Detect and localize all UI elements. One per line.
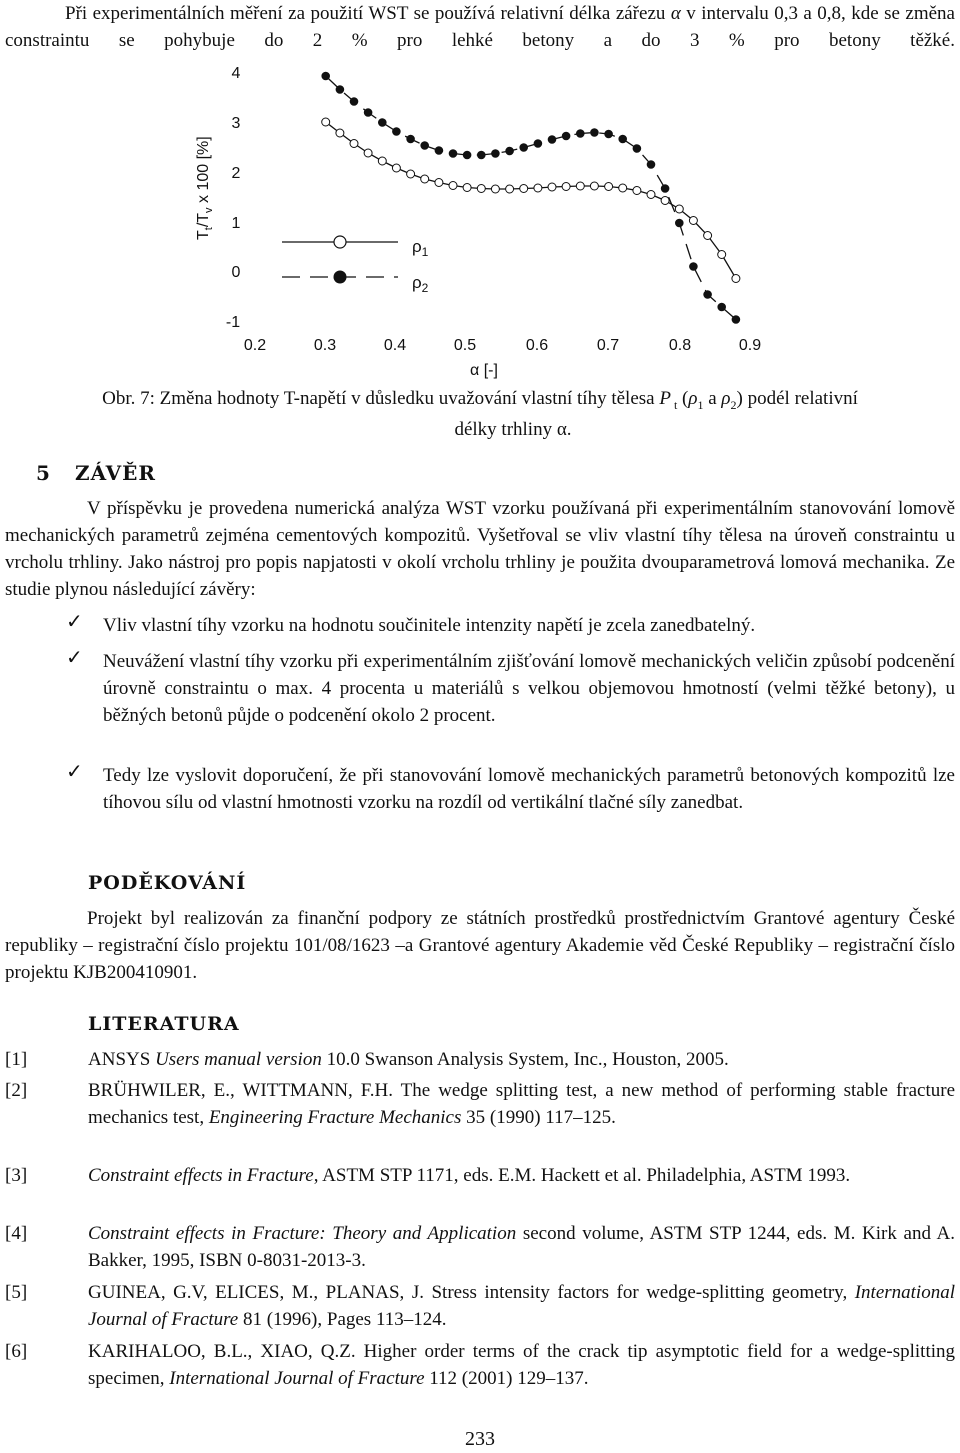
check-icon: ✓ [66, 609, 83, 633]
alpha-symbol: α [670, 3, 681, 24]
data-point-filled [519, 143, 528, 152]
data-point-open [322, 118, 330, 126]
x-tick-label: 0.6 [525, 337, 549, 354]
reference-entry: Constraint effects in Fracture, ASTM STP 1171, eds. E.M. Hackett et al. Philadelphia, ASTM 1993. [88, 1165, 851, 1186]
y-tick-label: 0 [231, 264, 241, 281]
data-point-filled [562, 132, 571, 141]
data-point-filled [378, 118, 387, 127]
data-point-filled [590, 128, 599, 137]
conclusion-bullet: Tedy lze vyslovit doporučení, že při stanovování lomově mechanických parametrů betonových kompozitů lze tíhovou sílu od vlastní hmotnosti vzorku na rozdíl od vertikální tlačné síly zanedbat. [103, 765, 955, 813]
data-point-open [463, 184, 471, 192]
check-icon: ✓ [66, 645, 83, 669]
data-point-open [576, 182, 584, 190]
data-point-open [647, 191, 655, 199]
reference-number: [6] [5, 1341, 28, 1362]
data-point-filled [717, 303, 726, 312]
data-point-open [548, 183, 556, 191]
data-point-open [364, 149, 372, 157]
data-point-filled [435, 146, 444, 155]
x-tick-label: 0.3 [313, 337, 337, 354]
data-point-open [350, 140, 358, 148]
data-point-filled [491, 149, 500, 158]
literature-title: LITERATURA [88, 1013, 240, 1035]
x-axis-tick-labels [244, 337, 761, 354]
acknowledgement-paragraph: Projekt byl realizován za finanční podpory ze státních prostředků prostřednictvím Grantové agentury České republiky – registrační číslo projektu 101/08/1623 –a Grantové agentury Akademie věd České Republiky – registrační číslo projektu KJB200410901. [5, 908, 955, 983]
y-tick-label: 2 [231, 165, 241, 182]
data-point-filled [449, 149, 458, 158]
data-point-filled [392, 127, 401, 136]
data-point-open [590, 182, 598, 190]
data-point-open [378, 157, 386, 165]
reference-entry: ANSYS Users manual version 10.0 Swanson Analysis System, Inc., Houston, 2005. [88, 1049, 729, 1070]
y-axis-label: $T_t/T_v$ x 100 [%] [195, 136, 215, 240]
section-number: 5 [36, 461, 50, 485]
legend-item-rho2 [282, 271, 429, 296]
data-point-filled [618, 135, 627, 144]
figure-chart [0, 60, 960, 440]
data-point-open [689, 217, 697, 225]
data-point-open [732, 275, 740, 283]
reference-entry: Constraint effects in Fracture: Theory and Application second volume, ASTM STP 1244, eds. M. Kirk and A. Bakker, 1995, ISBN 0-8031-2013-3. [88, 1223, 955, 1271]
data-point-filled [321, 72, 330, 81]
data-point-filled [364, 108, 373, 117]
data-point-filled [647, 160, 656, 169]
intro-paragraph [5, 0, 955, 54]
reference-number: [4] [5, 1223, 28, 1244]
data-point-filled [505, 147, 514, 156]
legend [282, 236, 429, 295]
data-point-filled [732, 315, 741, 324]
data-point-open [520, 185, 528, 193]
data-point-filled [548, 135, 557, 144]
x-tick-label: 0.4 [383, 337, 407, 354]
x-tick-label: 0.2 [243, 337, 267, 354]
conclusion-bullet: Neuvážení vlastní tíhy vzorku při experimentálním zjišťování lomově mechanických veličin způsobí podcenění úrovně constraintu o max. 4 procenta u materiálů s velkou objemovou hmotností (velmi těžké betony), u běžných betonů půjde o podcenění okolo 2 procent. [103, 651, 955, 726]
data-point-open [336, 129, 344, 137]
data-point-open [435, 179, 443, 187]
data-point-open [718, 251, 726, 259]
reference-number: [3] [5, 1165, 28, 1186]
series-line-2 [326, 76, 736, 320]
data-point-filled [350, 97, 359, 106]
data-point-open [491, 185, 499, 193]
reference-number: [2] [5, 1080, 28, 1101]
x-tick-label: 0.9 [738, 337, 762, 354]
data-point-filled [477, 151, 486, 160]
plot-area [321, 72, 740, 324]
reference-entry: KARIHALOO, B.L., XIAO, Q.Z. Higher order terms of the crack tip asymptotic field for a wedge-splitting specimen, International Journal of Fracture 112 (2001) 129–137. [88, 1341, 955, 1389]
x-tick-label: 0.8 [668, 337, 692, 354]
intro-text: Při experimentálních měření za použití WST se používá relativní délka zářezu [65, 3, 671, 24]
y-tick-label: 4 [231, 65, 241, 82]
intro-text-end: v intervalu 0,3 a 0,8, kde se změna constraintu se pohybuje do 2 % pro lehké betony a do 3 % pro betony těžké. [5, 3, 955, 51]
data-point-filled [463, 151, 472, 160]
data-point-open [477, 185, 485, 193]
data-point-filled [576, 129, 585, 138]
data-point-filled [633, 144, 642, 153]
data-point-filled [703, 290, 712, 299]
data-point-filled [675, 219, 684, 228]
reference-entry: GUINEA, G.V, ELICES, M., PLANAS, J. Stress intensity factors for wedge-splitting geometry, International Journal of Fracture 81 (1996), Pages 113–124. [88, 1282, 955, 1330]
data-point-filled [661, 184, 670, 193]
data-point-open [534, 184, 542, 192]
data-point-filled [420, 141, 429, 150]
page-number: 233 [465, 1428, 495, 1450]
y-tick-label: 1 [231, 215, 241, 232]
acknowledgement-title: PODĚKOVÁNÍ [88, 872, 247, 894]
data-point-open [704, 232, 712, 240]
reference-entry: BRÜHWILER, E., WITTMANN, F.H. The wedge splitting test, a new method of performing stable fracture mechanics test, Engineering Fracture Mechanics 35 (1990) 117–125. [88, 1080, 955, 1128]
data-point-open [407, 170, 415, 178]
data-point-open [449, 182, 457, 190]
x-tick-label: 0.7 [596, 337, 620, 354]
data-point-open [392, 164, 400, 172]
data-point-open [633, 187, 641, 195]
data-point-open [562, 183, 570, 191]
reference-number: [5] [5, 1282, 28, 1303]
data-point-open [619, 184, 627, 192]
data-point-filled [604, 130, 613, 139]
data-point-filled [336, 85, 345, 94]
legend-open-circle-marker [334, 236, 346, 248]
conclusion-bullet: Vliv vlastní tíhy vzorku na hodnotu součinitele intenzity napětí je zcela zanedbatelný. [103, 615, 756, 636]
x-axis-label: α [-] [470, 362, 498, 379]
figure-caption: Obr. 7: Změna hodnoty T-napětí v důsledku uvažování vlastní tíhy tělesa P $_t$ ($\rho_1$ a $\rho_2$) podél relativní [102, 388, 858, 412]
reference-number: [1] [5, 1049, 28, 1070]
y-tick-label: -1 [225, 314, 241, 331]
data-point-open [605, 183, 613, 191]
section-paragraph: V příspěvku je provedena numerická analýza WST vzorku používaná při experimentálním stanovování lomově mechanických parametrů zejména cementových kompozitů. Vyšetřoval se vliv vlastní tíhy tělesa na úroveň constraintu u vrcholu trhliny. Jako nástroj pro popis napjatosti v okolí vrcholu trhliny je použita dvouparametrová lomová mechanika. Ze studie plynou následující závěry: [5, 498, 955, 600]
figure-caption-line2: délky trhliny α. [454, 419, 572, 440]
x-tick-label: 0.5 [453, 337, 477, 354]
legend-label-rho2: $\rho_2$ [412, 273, 429, 295]
data-point-open [675, 205, 683, 213]
data-point-open [661, 197, 669, 205]
data-point-filled [534, 139, 543, 148]
y-axis-tick-labels [226, 65, 241, 331]
y-tick-label: 3 [231, 115, 241, 132]
legend-item-rho1 [282, 236, 429, 259]
check-icon: ✓ [66, 759, 83, 783]
legend-filled-circle-marker [334, 271, 347, 284]
data-point-filled [406, 135, 415, 144]
data-point-open [506, 185, 514, 193]
legend-label-rho1: $\rho_1$ [412, 237, 429, 259]
data-point-open [421, 175, 429, 183]
data-point-filled [689, 262, 698, 271]
section-title: ZÁVĚR [75, 461, 157, 485]
